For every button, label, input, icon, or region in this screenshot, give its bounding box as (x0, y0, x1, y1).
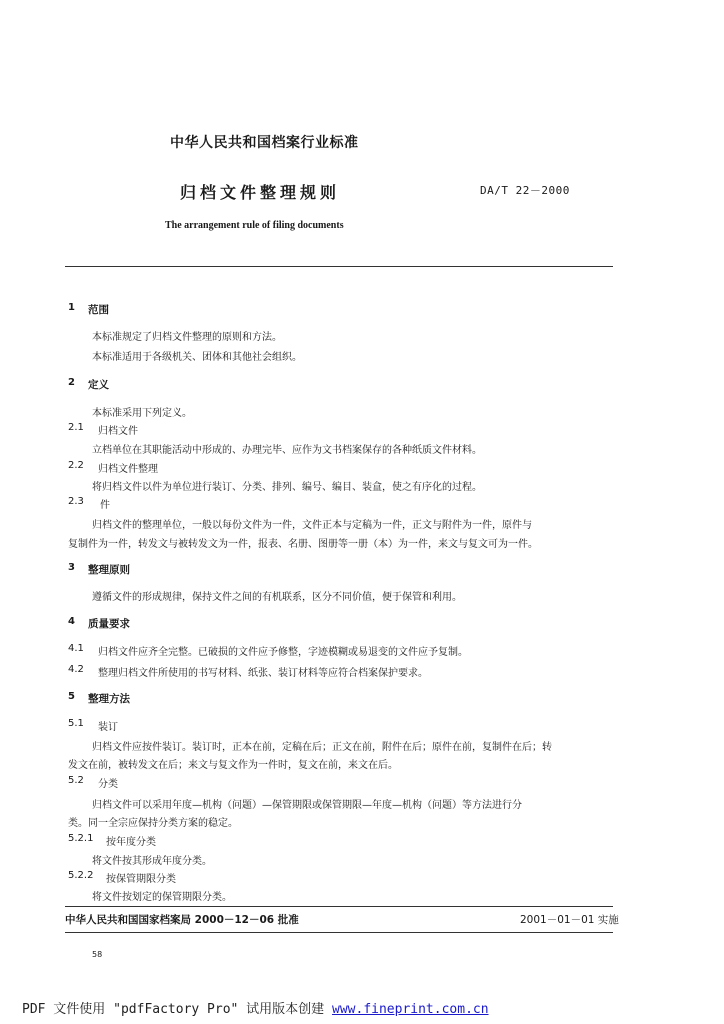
section-heading: 件 (100, 500, 110, 511)
paragraph: 整理归档文件所使用的书写材料、纸张、装订材料等应符合档案保护要求。 (98, 668, 428, 679)
header-rule (65, 266, 613, 267)
section-number: 1 (68, 302, 75, 313)
paragraph: 归档文件应齐全完整。已破损的文件应予修整，字迹模糊或易退变的文件应予复制。 (98, 647, 468, 658)
section-heading: 整理方法 (88, 693, 130, 705)
paragraph: 本标准适用于各级机关、团体和其他社会组织。 (92, 352, 302, 363)
page-number: 58 (92, 950, 103, 959)
document-title: 归档文件整理规则 (180, 183, 341, 202)
section-heading: 整理原则 (88, 564, 130, 576)
paragraph: 将文件按划定的保管期限分类。 (92, 892, 232, 903)
paragraph: 将归档文件以件为单位进行装订、分类、排列、编号、编目、装盒，使之有序化的过程。 (92, 482, 482, 493)
section-heading: 按年度分类 (106, 837, 156, 848)
footer-rule (65, 906, 613, 907)
paragraph: 将文件按其形成年度分类。 (92, 856, 212, 867)
section-number: 5.2.2 (68, 870, 94, 881)
document-org: 中华人民共和国档案行业标准 (170, 135, 359, 151)
section-number: 2.2 (68, 460, 84, 471)
section-number: 3 (68, 562, 75, 573)
paragraph: 本标准采用下列定义。 (92, 408, 192, 419)
section-heading: 范围 (88, 304, 109, 316)
section-heading: 装订 (98, 722, 118, 733)
paragraph: 发文在前，被转发文在后；来文与复文作为一件时，复文在前，来文在后。 (68, 760, 398, 771)
section-number: 5.1 (68, 718, 84, 729)
section-number: 4.1 (68, 643, 84, 654)
paragraph: 归档文件的整理单位，一般以每份文件为一件，文件正本与定稿为一件，正文与附件为一件，原件与 (92, 520, 532, 531)
paragraph: 遵循文件的形成规律，保持文件之间的有机联系，区分不同价值，便于保管和利用。 (92, 592, 462, 603)
section-number: 2 (68, 377, 75, 388)
issue-statement: 中华人民共和国国家档案局 2000－12－06 批准 (65, 914, 299, 926)
footer-bottom-rule (65, 932, 613, 933)
pdf-watermark-text: PDF 文件使用 "pdfFactory Pro" 试用版本创建 (22, 1002, 333, 1017)
paragraph: 立档单位在其职能活动中形成的、办理完毕、应作为文书档案保存的各种纸质文件材料。 (92, 445, 482, 456)
section-number: 2.1 (68, 422, 84, 433)
section-number: 2.3 (68, 496, 84, 507)
section-number: 5.2 (68, 775, 84, 786)
paragraph: 本标准规定了归档文件整理的原则和方法。 (92, 332, 282, 343)
section-heading: 按保管期限分类 (106, 874, 176, 885)
section-number: 5.2.1 (68, 833, 94, 844)
paragraph: 归档文件应按件装订。装订时，正本在前，定稿在后；正文在前，附件在后；原件在前，复制件在后；转 (92, 742, 552, 753)
pdf-watermark-bar (22, 998, 489, 1017)
implementation-date: 2001－01－01 实施 (520, 914, 619, 926)
english-title: The arrangement rule of filing documents (165, 220, 344, 231)
section-heading: 归档文件整理 (98, 464, 158, 475)
paragraph: 类。同一全宗应保持分类方案的稳定。 (68, 818, 238, 829)
standard-number: DA/T 22－2000 (480, 184, 570, 197)
section-number: 4.2 (68, 664, 84, 675)
section-number: 4 (68, 616, 75, 627)
section-heading: 质量要求 (88, 618, 130, 630)
fineprint-link[interactable]: www.fineprint.com.cn (332, 1002, 489, 1017)
paragraph: 复制件为一件，转发文与被转发文为一件，报表、名册、图册等一册（本）为一件，来文与复文可为一件。 (68, 539, 538, 550)
paragraph: 归档文件可以采用年度—机构（问题）—保管期限或保管期限—年度—机构（问题）等方法进行分 (92, 800, 522, 811)
section-number: 5 (68, 691, 75, 702)
section-heading: 定义 (88, 379, 109, 391)
section-heading: 分类 (98, 779, 118, 790)
section-heading: 归档文件 (98, 426, 138, 437)
